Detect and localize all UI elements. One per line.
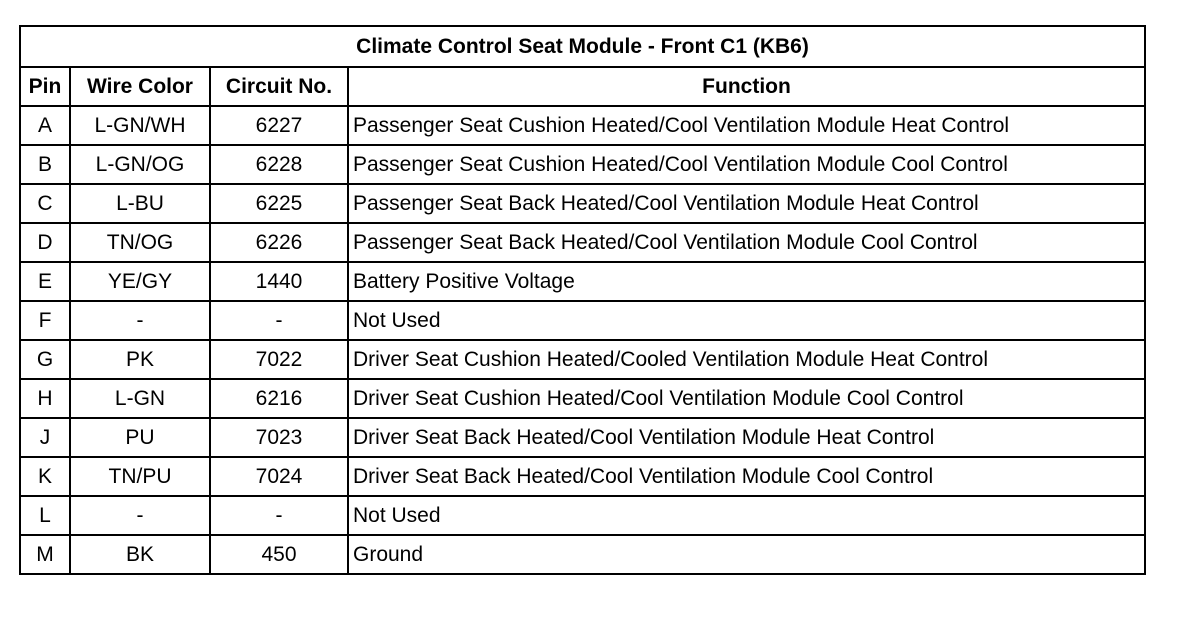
pin-cell: A <box>20 106 70 145</box>
wire-color-cell: PK <box>70 340 210 379</box>
function-cell: Driver Seat Back Heated/Cool Ventilation Module Heat Control <box>348 418 1145 457</box>
wire-color-cell: L-BU <box>70 184 210 223</box>
table-row <box>20 496 1145 535</box>
function-cell: Ground <box>348 535 1145 574</box>
table-row <box>20 301 1145 340</box>
wire-color-cell: - <box>70 301 210 340</box>
wire-color-cell: BK <box>70 535 210 574</box>
function-cell: Not Used <box>348 301 1145 340</box>
connector-pinout-table <box>19 25 1146 575</box>
function-cell: Passenger Seat Cushion Heated/Cool Ventilation Module Cool Control <box>348 145 1145 184</box>
circuit-cell: 1440 <box>210 262 348 301</box>
function-cell: Passenger Seat Cushion Heated/Cool Ventilation Module Heat Control <box>348 106 1145 145</box>
wire-color-cell: L-GN/OG <box>70 145 210 184</box>
header-row <box>20 67 1145 106</box>
header-function: Function <box>348 67 1145 106</box>
function-cell: Battery Positive Voltage <box>348 262 1145 301</box>
pin-cell: M <box>20 535 70 574</box>
wire-color-cell: YE/GY <box>70 262 210 301</box>
function-cell: Passenger Seat Back Heated/Cool Ventilation Module Heat Control <box>348 184 1145 223</box>
pin-cell: H <box>20 379 70 418</box>
pin-cell: D <box>20 223 70 262</box>
table-row <box>20 379 1145 418</box>
table-row <box>20 418 1145 457</box>
circuit-cell: - <box>210 301 348 340</box>
table-row <box>20 262 1145 301</box>
table-row <box>20 145 1145 184</box>
header-pin: Pin <box>20 67 70 106</box>
circuit-cell: 6227 <box>210 106 348 145</box>
circuit-cell: - <box>210 496 348 535</box>
pin-cell: J <box>20 418 70 457</box>
table-title: Climate Control Seat Module - Front C1 (KB6) <box>20 26 1145 67</box>
pin-cell: K <box>20 457 70 496</box>
wire-color-cell: L-GN <box>70 379 210 418</box>
function-cell: Passenger Seat Back Heated/Cool Ventilation Module Cool Control <box>348 223 1145 262</box>
circuit-cell: 7023 <box>210 418 348 457</box>
circuit-cell: 6228 <box>210 145 348 184</box>
wire-color-cell: TN/OG <box>70 223 210 262</box>
function-cell: Not Used <box>348 496 1145 535</box>
wire-color-cell: - <box>70 496 210 535</box>
pin-cell: G <box>20 340 70 379</box>
table-row <box>20 457 1145 496</box>
connector-table-container <box>19 25 1146 575</box>
pin-cell: E <box>20 262 70 301</box>
pin-cell: C <box>20 184 70 223</box>
wire-color-cell: TN/PU <box>70 457 210 496</box>
table-row <box>20 184 1145 223</box>
header-circuit-no: Circuit No. <box>210 67 348 106</box>
function-cell: Driver Seat Cushion Heated/Cooled Ventilation Module Heat Control <box>348 340 1145 379</box>
circuit-cell: 7022 <box>210 340 348 379</box>
circuit-cell: 7024 <box>210 457 348 496</box>
title-row <box>20 26 1145 67</box>
pin-cell: F <box>20 301 70 340</box>
table-row <box>20 223 1145 262</box>
function-cell: Driver Seat Back Heated/Cool Ventilation Module Cool Control <box>348 457 1145 496</box>
table-row <box>20 340 1145 379</box>
circuit-cell: 6226 <box>210 223 348 262</box>
pin-cell: L <box>20 496 70 535</box>
pin-cell: B <box>20 145 70 184</box>
function-cell: Driver Seat Cushion Heated/Cool Ventilation Module Cool Control <box>348 379 1145 418</box>
header-wire-color: Wire Color <box>70 67 210 106</box>
wire-color-cell: L-GN/WH <box>70 106 210 145</box>
circuit-cell: 6225 <box>210 184 348 223</box>
wire-color-cell: PU <box>70 418 210 457</box>
circuit-cell: 6216 <box>210 379 348 418</box>
table-row <box>20 535 1145 574</box>
circuit-cell: 450 <box>210 535 348 574</box>
table-row <box>20 106 1145 145</box>
